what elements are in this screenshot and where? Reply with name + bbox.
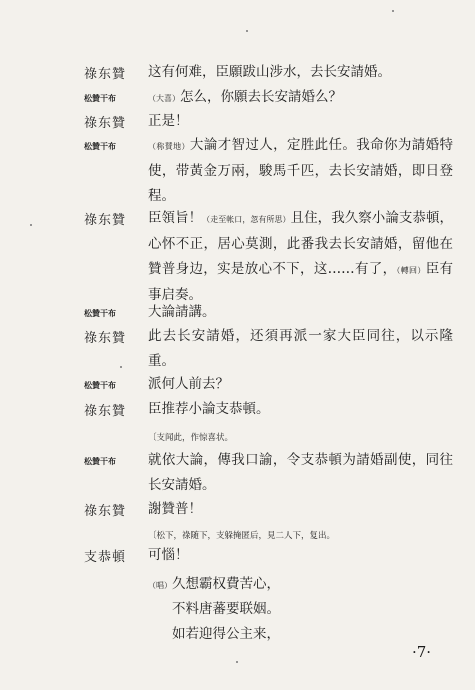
dialogue-text: 臣領旨！（走至帐口，忽有所思）且住，我久察小論支恭頓，心怀不正，居心莫測，此番我去长安請婚，留他在贊普身边，实是放心不下，这……有了，（轉回）臣有事启奏。 [148,210,454,303]
paper-speck [236,661,238,663]
stage-note: （走至帐口，忽有所思） [202,215,291,224]
page-number: ·7· [412,643,432,661]
stage-note: （称賛地） [148,142,190,151]
dialogue-text: （称賛地）大論才智过人，定胜此任。我命你为請婚特使，带黃金万兩，駿馬千匹，去长安請婚，即日登程。 [148,137,454,204]
stage-note: （轉回） [396,266,426,275]
paper-speck [246,30,248,32]
dialogue-text: 可惱！ [148,547,189,563]
stage-direction: 〔支闻此，作惊喜状。 [148,433,234,443]
dialogue-text: 此去长安請婚，还須再派一家大臣同往，以示隆重。 [148,328,453,369]
speaker-name: 松贊干布 [84,141,116,151]
speaker-name: 祿东贊 [84,116,127,131]
dialogue-text: 这有何难，臣願跋山涉水，去长安請婚。 [148,64,391,80]
verse-line: 如若迎得公主来， [172,626,280,642]
stage-note: （大喜） [148,94,180,103]
paper-speck [120,366,122,368]
dialogue-text: 臣推荐小論支恭頓。 [148,401,270,417]
stage-direction: 〔松下，祿随下，支躲掩匿后，見二人下，复出。 [148,531,336,541]
speaker-name: 祿东贊 [84,504,127,519]
verse-line: （唱）久想霸权費苦心， [148,576,280,592]
paper-speck [30,224,32,226]
verse-line: 不料唐蕃要联姻。 [172,601,280,617]
speaker-name: 祿东贊 [84,213,127,228]
dialogue-text: （大喜）怎么，你願去长安請婚么？ [148,89,342,105]
dialogue-text: 派何人前去？ [148,376,229,392]
speaker-name: 祿东贊 [84,331,127,346]
speaker-name: 祿东贊 [84,67,127,82]
dialogue-text: 正是！ [148,113,189,129]
dialogue-text: 大論請講。 [148,304,216,320]
dialogue-text: 就依大論，傳我口諭，令支恭頓为請婚副使，同往长安請婚。 [148,452,453,493]
speaker-name: 松贊干布 [84,380,116,390]
speaker-name: 祿东贊 [84,404,127,419]
paper-speck [392,10,394,12]
speaker-name: 松贊干布 [84,456,116,466]
speaker-name: 支恭頓 [84,550,127,565]
dialogue-text: 謝贊普！ [148,501,202,517]
speaker-name: 松贊干布 [84,93,116,103]
stage-note: （唱） [148,581,172,590]
speaker-name: 松贊干布 [84,308,116,318]
